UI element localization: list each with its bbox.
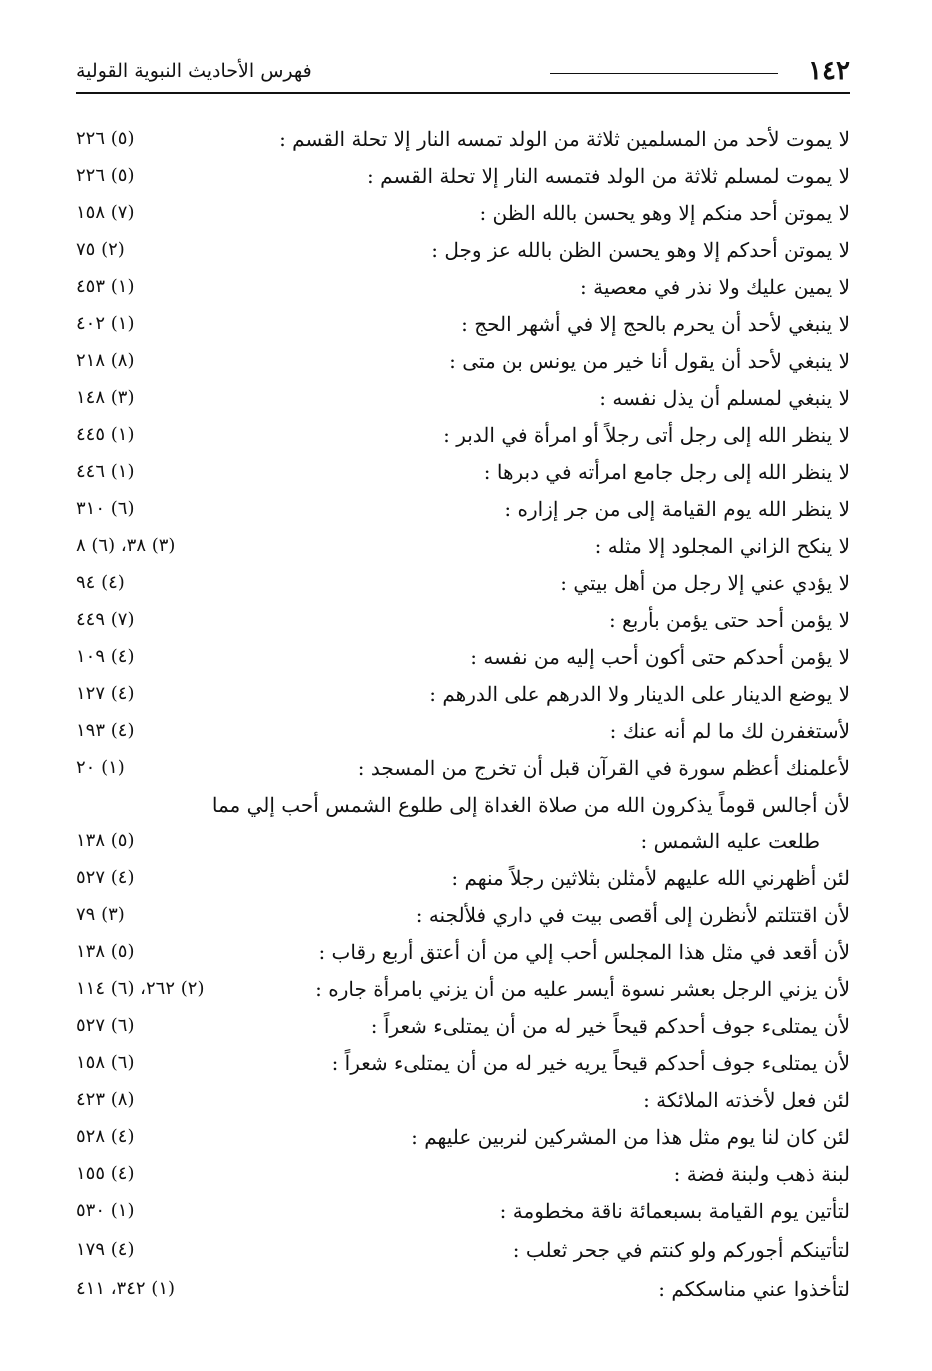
index-entry: [76, 1120, 850, 1156]
index-entry: [76, 529, 850, 565]
running-title: فهرس الأحاديث النبوية القولية: [76, 60, 312, 82]
index-entry: [76, 603, 850, 639]
hadith-text: لا يؤمن أحد حتى يؤمن بأربع :: [609, 608, 850, 632]
index-entry: [76, 1157, 850, 1193]
hadith-text: لئن فعل لأخذته الملائكة :: [643, 1088, 850, 1112]
hadith-text: لا ينظر الله إلى رجل أتى رجلاً أو امرأة في الدبر :: [443, 423, 850, 447]
index-entry: [76, 566, 850, 602]
volume-page-ref: (٤) ١٧٩: [76, 1239, 135, 1260]
volume-page-ref: (٢) ٢٦٢، (٦) ١١٤: [76, 978, 205, 999]
index-entry: [76, 381, 850, 417]
index-entry: [76, 1272, 850, 1308]
hadith-text: لتأتينكم أجوركم ولو كنتم في جحر ثعلب :: [512, 1238, 850, 1262]
volume-page-ref: (٤) ٥٢٧: [76, 867, 135, 888]
hadith-text: لا ينظر الله إلى رجل جامع امرأته في دبرها :: [483, 460, 850, 484]
volume-page-ref: (٣) ٣٨، (٦) ٨: [76, 535, 176, 556]
volume-page-ref: (١) ٤٠٢: [76, 313, 135, 334]
volume-page-ref: (٥) ٢٢٦: [76, 165, 135, 186]
hadith-text-continuation: طلعت عليه الشمس :: [640, 829, 820, 853]
hadith-text: لبنة ذهب ولبنة فضة :: [673, 1162, 850, 1186]
volume-page-ref: (٥) ١٣٨: [76, 830, 135, 851]
index-entry: [76, 344, 850, 380]
hadith-text: لا يؤدي عني إلا رجل من أهل بيتي :: [560, 571, 850, 595]
volume-page-ref: (٣) ٧٩: [76, 904, 125, 925]
volume-page-ref: (٧) ١٥٨: [76, 202, 135, 223]
hadith-text: لتأخذوا عني مناسككم :: [658, 1277, 850, 1301]
volume-page-ref: (٥) ١٣٨: [76, 941, 135, 962]
hadith-text: لئن أظهرني الله عليهم لأمثلن بثلاثين رجلاً منهم :: [451, 866, 850, 890]
index-entry: [76, 1009, 850, 1045]
hadith-text: لا يموتن أحد منكم إلا وهو يحسن بالله الظن :: [479, 201, 850, 225]
volume-page-ref: (٣) ١٤٨: [76, 387, 135, 408]
header-rule: [550, 73, 778, 74]
page-number: ١٤٢: [808, 56, 850, 86]
volume-page-ref: (٧) ٤٤٩: [76, 609, 135, 630]
hadith-text: لأعلمنك أعظم سورة في القرآن قبل أن تخرج من المسجد :: [357, 756, 850, 780]
index-entry: [76, 1046, 850, 1082]
index-entry: [76, 196, 850, 232]
volume-page-ref: (١) ٤٥٣: [76, 276, 135, 297]
hadith-text: لا يؤمن أحدكم حتى أكون أحب إليه من نفسه :: [470, 645, 850, 669]
hadith-text: لأستغفرن لك ما لم أنه عنك :: [609, 719, 850, 743]
index-entry: [76, 455, 850, 491]
index-entry: [76, 935, 850, 971]
hadith-text: لا ينبغي لأحد أن يقول أنا خير من يونس بن متى :: [449, 349, 850, 373]
volume-page-ref: (١) ٥٣٠: [76, 1200, 135, 1221]
hadith-text: لأن يزني الرجل بعشر نسوة أيسر عليه من أن يزني بامرأة جاره :: [315, 977, 850, 1001]
hadith-text: لأن أقعد في مثل هذا المجلس أحب إلي من أن أعتق أربع رقاب :: [318, 940, 850, 964]
index-entry: [76, 418, 850, 454]
volume-page-ref: (٦) ١٥٨: [76, 1052, 135, 1073]
hadith-text: لأن يمتلىء جوف أحدكم قيحاً خير له من أن يمتلىء شعراً :: [370, 1014, 850, 1038]
volume-page-ref: (١) ٤٤٥: [76, 424, 135, 445]
index-entry: [76, 640, 850, 676]
hadith-text: لا ينبغي لأحد أن يحرم بالحج إلا في أشهر الحج :: [461, 312, 850, 336]
index-entry: [76, 492, 850, 528]
index-entry: [76, 233, 850, 269]
index-entry: [76, 714, 850, 750]
hadith-text: لأن يمتلىء جوف أحدكم قيحاً يريه خير له من أن يمتلىء شعراً :: [331, 1051, 850, 1075]
index-entry: [76, 972, 850, 1008]
index-entry: [76, 751, 850, 787]
index-entry: [76, 307, 850, 343]
volume-page-ref: (٤) ٩٤: [76, 572, 125, 593]
volume-page-ref: (٨) ٤٢٣: [76, 1089, 135, 1110]
volume-page-ref: (٦) ٣١٠: [76, 498, 135, 519]
hadith-text: لا يموت لأحد من المسلمين ثلاثة من الولد تمسه النار إلا تحلة القسم :: [279, 127, 850, 151]
hadith-text: لا يمين عليك ولا نذر في معصية :: [580, 275, 850, 299]
hadith-text: لئن كان لنا يوم مثل هذا من المشركين لنربين عليهم :: [411, 1125, 850, 1149]
index-entry: [76, 122, 850, 158]
hadith-text: لا ينكح الزاني المجلود إلا مثله :: [594, 534, 850, 558]
index-entry: [76, 1194, 850, 1230]
index-entry: [76, 1083, 850, 1119]
volume-page-ref: (٢) ٧٥: [76, 239, 125, 260]
volume-page-ref: (١) ٣٤٢، ٤١١: [76, 1278, 176, 1299]
volume-page-ref: (٤) ١٩٣: [76, 720, 135, 741]
volume-page-ref: (٨) ٢١٨: [76, 350, 135, 371]
index-entry: [76, 159, 850, 195]
volume-page-ref: (٤) ١٥٥: [76, 1163, 135, 1184]
volume-page-ref: (٦) ٥٢٧: [76, 1015, 135, 1036]
hadith-text: لا ينبغي لمسلم أن يذل نفسه :: [599, 386, 850, 410]
index-entry: [76, 270, 850, 306]
hadith-text: لا يموت لمسلم ثلاثة من الولد فتمسه النار إلا تحلة القسم :: [367, 164, 850, 188]
volume-page-ref: (٥) ٢٢٦: [76, 128, 135, 149]
volume-page-ref: (٤) ١٢٧: [76, 683, 135, 704]
volume-page-ref: (٤) ١٠٩: [76, 646, 135, 667]
index-entry: [76, 861, 850, 897]
volume-page-ref: (١) ٤٤٦: [76, 461, 135, 482]
index-entry: [76, 677, 850, 713]
hadith-text: لا ينظر الله يوم القيامة إلى من جر إزاره :: [504, 497, 850, 521]
index-entry: [76, 898, 850, 934]
hadith-text: لأن اقتتلتم لأنظرن إلى أقصى بيت في داري فلألجنه :: [415, 903, 850, 927]
index-entry: [76, 788, 850, 860]
hadith-text: لا يموتن أحدكم إلا وهو يحسن الظن بالله عز وجل :: [431, 238, 850, 262]
hadith-text: لتأتين يوم القيامة بسبعمائة ناقة مخطومة :: [499, 1199, 850, 1223]
index-entry: [76, 1233, 850, 1269]
hadith-text: لأن أجالس قوماً يذكرون الله من صلاة الغداة إلى طلوع الشمس أحب إلي مما: [211, 793, 850, 817]
page-header: [76, 54, 850, 94]
volume-page-ref: (١) ٢٠: [76, 757, 125, 778]
hadith-text: لا يوضع الدينار على الدينار ولا الدرهم على الدرهم :: [429, 682, 850, 706]
volume-page-ref: (٤) ٥٢٨: [76, 1126, 135, 1147]
